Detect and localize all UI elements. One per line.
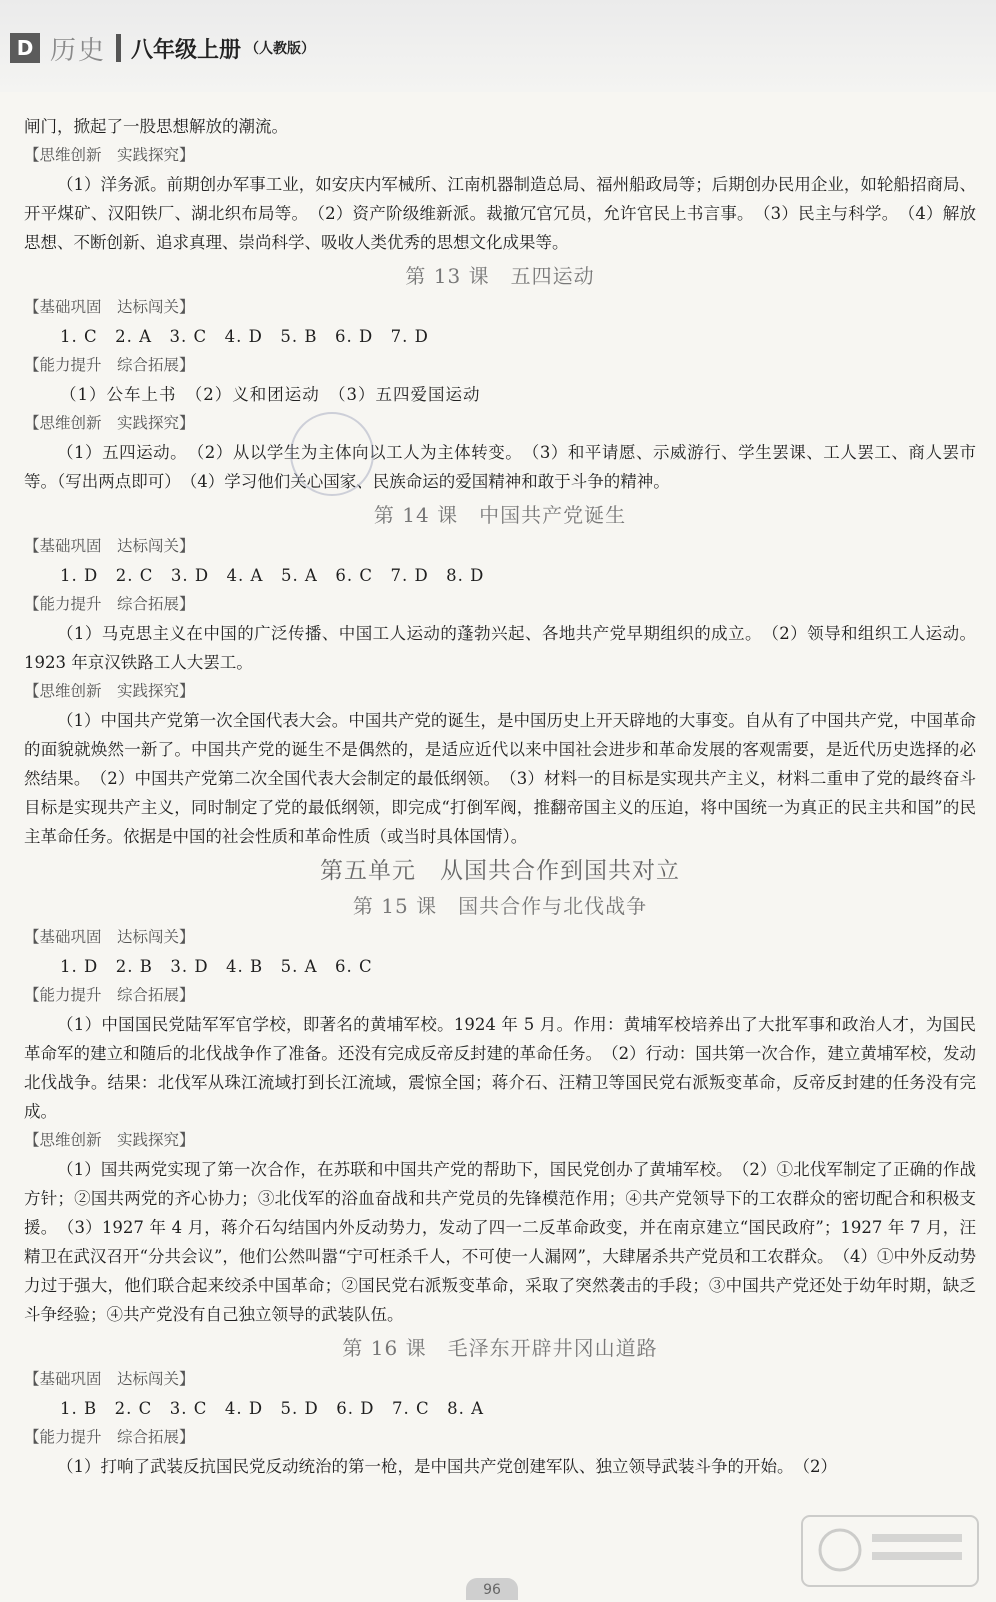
header-separator [116, 34, 121, 62]
grade-label: 八年级上册 [131, 37, 242, 63]
answer-key-line: （1）公车上书 （2）义和团运动 （3）五四爱国运动 [60, 385, 481, 404]
lesson-title: 第 14 课 中国共产党诞生 [373, 503, 627, 527]
edition-label: （人教版） [245, 41, 316, 57]
subject-label: 历史 [50, 35, 107, 66]
ink-stamp [290, 412, 374, 496]
section-tag: 【能力提升 综合拓展】 [24, 986, 195, 1004]
answer-key-line: 1. D 2. B 3. D 4. B 5. A 6. C [60, 957, 373, 976]
answer-paragraph: （1）中国共产党第一次全国代表大会。中国共产党的诞生，是中国历史上开天辟地的大事变。自从有了中国共产党，中国革命的面貌就焕然一新了。中国共产党的诞生不是偶然的，是适应近代以来中国社会进步和革命发展的客观需要，是近代历史选择的必然结果。 （2）中国共产党第二次全国代表大会制定的最低纲领。 （3）材料一的目标是实现共产主义，材料二重申了党的最终奋斗目标是实现共产主义，同时制定了党的最低纲领，即完成“打倒军阀，推翻帝国主义的压迫，将中国统一为真正的民主共和国”的民主革命任务。依据是中国的社会性质和革命性质（或当时具体国情）。 [24, 711, 976, 846]
header-bar [0, 28, 400, 68]
answer-paragraph: 闸门，掀起了一股思想解放的潮流。 [24, 117, 288, 136]
section-tag: 【能力提升 综合拓展】 [24, 356, 195, 374]
section-tag: 【基础巩固 达标闯关】 [24, 537, 195, 555]
answer-key-line: 1. C 2. A 3. C 4. D 5. B 6. D 7. D [60, 327, 429, 346]
page-header [0, 0, 996, 92]
book-badge: D [10, 33, 40, 63]
section-tag: 【基础巩固 达标闯关】 [24, 1370, 195, 1388]
section-tag: 【思维创新 实践探究】 [24, 414, 195, 432]
answer-paragraph: （1）打响了武装反抗国民党反动统治的第一枪，是中国共产党创建军队、独立领导武装斗争的开始。 （2） [57, 1457, 837, 1476]
section-tag: 【思维创新 实践探究】 [24, 1131, 195, 1149]
answer-paragraph: （1）洋务派。前期创办军事工业，如安庆内军械所、江南机器制造总局、福州船政局等；后期创办民用企业，如轮船招商局、开平煤矿、汉阳铁厂、湖北织布局等。 （2）资产阶级维新派。裁撤冗官冗员，允许官民上书言事。 （3）民主与科学。 （4）解放思想、不断创新、追求真理、崇尚科学、吸收人类优秀的思想文化成果等。 [24, 175, 976, 252]
section-tag: 【思维创新 实践探究】 [24, 146, 195, 164]
lesson-title: 第 15 课 国共合作与北伐战争 [352, 894, 648, 918]
site-logo-icon [800, 1512, 980, 1592]
page-number: 96 [466, 1578, 518, 1600]
section-tag: 【基础巩固 达标闯关】 [24, 928, 195, 946]
section-tag: 【能力提升 综合拓展】 [24, 595, 195, 613]
answer-paragraph: （1）国共两党实现了第一次合作，在苏联和中国共产党的帮助下，国民党创办了黄埔军校。 （2）①北伐军制定了正确的作战方针；②国共两党的齐心协力；③北伐军的浴血奋战和共产党员的先锋模范作用；④共产党领导下的工农群众的密切配合和积极支援。 （3）1927 年 4 月，蒋介石勾结国内外反动势力，发动了四一二反革命政变，并在南京建立“国民政府”；1927 年 7 月，汪精卫在武汉召开“分共会议”，他们公然叫嚣“宁可枉杀千人，不可使一人漏网”，大肆屠杀共产党员和工农群众。 （4）①中外反动势力过于强大，他们联合起来绞杀中国革命；②国民党右派叛变革命，采取了突然袭击的手段；③中国共产党还处于幼年时期，缺乏斗争经验；④共产党没有自己独立领导的武装队伍。 [24, 1160, 976, 1324]
section-tag: 【思维创新 实践探究】 [24, 682, 195, 700]
unit-title: 第五单元 从国共合作到国共对立 [320, 858, 680, 884]
lesson-title: 第 16 课 毛泽东开辟井冈山道路 [342, 1336, 658, 1360]
answer-paragraph: （1）五四运动。 （2）从以学生为主体向以工人为主体转变。 （3）和平请愿、示威游行、学生罢课、工人罢工、商人罢市等。（写出两点即可） （4）学习他们关心国家、民族命运的爱国精神和敢于斗争的精神。 [24, 443, 976, 491]
lesson-title: 第 13 课 五四运动 [405, 264, 595, 288]
answer-content [24, 112, 976, 1481]
answer-key-line: 1. D 2. C 3. D 4. A 5. A 6. C 7. D 8. D [60, 566, 485, 585]
answer-paragraph: （1）马克思主义在中国的广泛传播、中国工人运动的蓬勃兴起、各地共产党早期组织的成立。 （2）领导和组织工人运动。1923 年京汉铁路工人大罢工。 [24, 624, 976, 672]
answer-paragraph: （1）中国国民党陆军军官学校，即著名的黄埔军校。1924 年 5 月。作用：黄埔军校培养出了大批军事和政治人才，为国民革命军的建立和随后的北伐战争作了准备。还没有完成反帝反封建的革命任务。 （2）行动：国共第一次合作，建立黄埔军校，发动北伐战争。结果：北伐军从珠江流域打到长江流域，震惊全国；蒋介石、汪精卫等国民党右派叛变革命，反帝反封建的任务没有完成。 [24, 1015, 976, 1121]
section-tag: 【基础巩固 达标闯关】 [24, 298, 195, 316]
section-tag: 【能力提升 综合拓展】 [24, 1428, 195, 1446]
answer-key-line: 1. B 2. C 3. C 4. D 5. D 6. D 7. C 8. A [60, 1399, 485, 1418]
